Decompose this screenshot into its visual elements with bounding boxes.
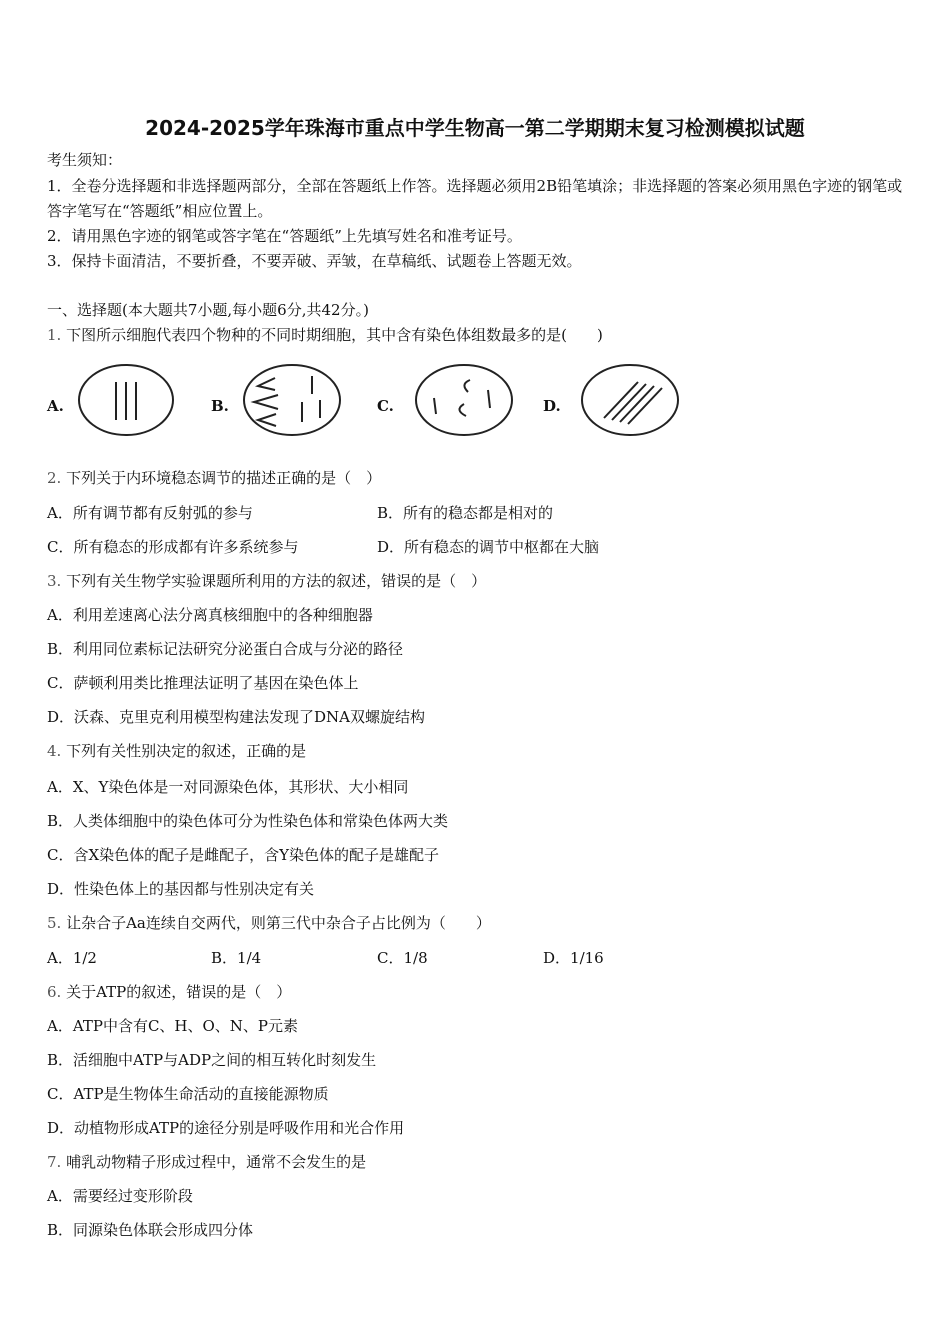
option-c: C．1/8 xyxy=(377,949,428,967)
question-text: 下列有关性别决定的叙述，正确的是 xyxy=(66,742,307,760)
question-6 xyxy=(47,982,291,1002)
option-c: C．含X染色体的配子是雌配子，含Y染色体的配子是雄配子 xyxy=(47,846,440,864)
figure-label-c: C. xyxy=(377,397,394,415)
option-d: D．性染色体上的基因都与性别决定有关 xyxy=(47,880,315,898)
question-text: 下图所示细胞代表四个物种的不同时期细胞，其中含有染色体组数最多的是( ) xyxy=(66,326,603,344)
option-a: A．所有调节都有反射弧的参与 xyxy=(47,504,253,522)
question-5 xyxy=(47,913,491,933)
notice-heading: 考生须知： xyxy=(47,151,123,169)
question-2 xyxy=(47,468,381,488)
section-heading: 一、选择题(本大题共7小题,每小题6分,共42分。) xyxy=(47,301,369,319)
notice-item: 3．保持卡面清洁，不要折叠，不要弄破、弄皱，在草稿纸、试题卷上答题无效。 xyxy=(47,252,582,270)
question-text: 下列关于内环境稳态调节的描述正确的是（ ） xyxy=(66,469,382,487)
option-b: B．1/4 xyxy=(211,949,262,967)
figure-label-a: A. xyxy=(47,397,64,415)
option-b: B．人类体细胞中的染色体可分为性染色体和常染色体两大类 xyxy=(47,812,449,830)
question-number: 7. xyxy=(47,1153,62,1171)
question-text: 哺乳动物精子形成过程中，通常不会发生的是 xyxy=(66,1153,367,1171)
cell-figure-a xyxy=(76,362,176,438)
page-title: 2024-2025学年珠海市重点中学生物高一第二学期期末复习检测模拟试题 xyxy=(145,116,805,140)
question-text: 让杂合子Aa连续自交两代，则第三代中杂合子占比例为（ ） xyxy=(66,914,491,932)
cell-figure-d xyxy=(578,362,682,438)
option-d: D．1/16 xyxy=(543,949,604,967)
notice-item: 2．请用黑色字迹的钢笔或答字笔在“答题纸”上先填写姓名和准考证号。 xyxy=(47,227,522,245)
question-4 xyxy=(47,741,306,761)
option-c: C．ATP是生物体生命活动的直接能源物质 xyxy=(47,1085,329,1103)
question-7 xyxy=(47,1152,366,1172)
option-d: D．沃森、克里克利用模型构建法发现了DNA双螺旋结构 xyxy=(47,708,426,726)
option-a: A．利用差速离心法分离真核细胞中的各种细胞器 xyxy=(47,606,373,624)
question-number: 6. xyxy=(47,983,62,1001)
notice-item: 1．全卷分选择题和非选择题两部分，全部在答题纸上作答。选择题必须用2B铅笔填涂；非选择题的答案必须用黑色字迹的钢笔或答字笔写在“答题纸”相应位置上。 xyxy=(47,177,903,220)
option-b: B．所有的稳态都是相对的 xyxy=(377,504,554,522)
option-c: C．所有稳态的形成都有许多系统参与 xyxy=(47,538,299,556)
question-1 xyxy=(47,325,603,345)
option-a: A．1/2 xyxy=(47,949,97,967)
question-number: 2. xyxy=(47,469,62,487)
question-number: 1. xyxy=(47,326,62,344)
option-a: A．ATP中含有C、H、O、N、P元素 xyxy=(47,1017,299,1035)
option-b: B．同源染色体联会形成四分体 xyxy=(47,1221,254,1239)
figure-label-b: B. xyxy=(211,397,229,415)
figure-label-d: D. xyxy=(543,397,561,415)
question-number: 4. xyxy=(47,742,62,760)
question-number: 3. xyxy=(47,572,62,590)
cell-figure-b xyxy=(240,362,344,438)
option-b: B．利用同位素标记法研究分泌蛋白合成与分泌的路径 xyxy=(47,640,404,658)
option-d: D．动植物形成ATP的途径分别是呼吸作用和光合作用 xyxy=(47,1119,405,1137)
option-a: A．需要经过变形阶段 xyxy=(47,1187,193,1205)
question-text: 下列有关生物学实验课题所利用的方法的叙述，错误的是（ ） xyxy=(66,572,487,590)
question-number: 5. xyxy=(47,914,62,932)
option-a: A．X、Y染色体是一对同源染色体，其形状、大小相同 xyxy=(47,778,409,796)
question-3 xyxy=(47,571,486,591)
option-d: D．所有稳态的调节中枢都在大脑 xyxy=(377,538,600,556)
question-text: 关于ATP的叙述，错误的是（ ） xyxy=(66,983,292,1001)
option-c: C．萨顿利用类比推理法证明了基因在染色体上 xyxy=(47,674,359,692)
cell-figure-c xyxy=(412,362,516,438)
option-b: B．活细胞中ATP与ADP之间的相互转化时刻发生 xyxy=(47,1051,377,1069)
